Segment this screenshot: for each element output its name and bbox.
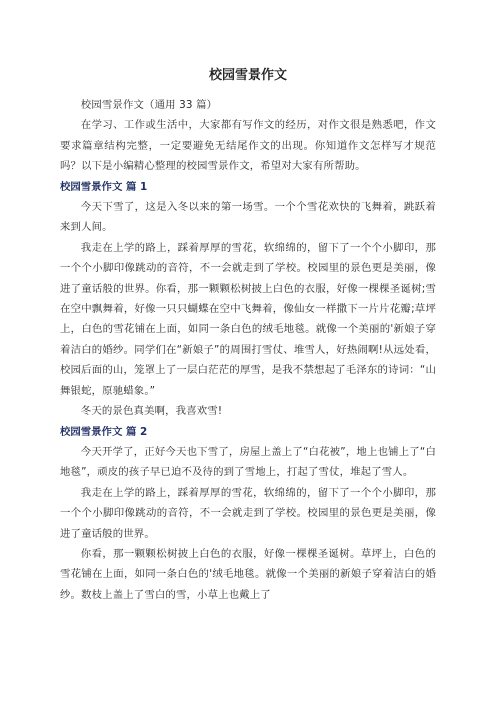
section-heading: 校园雪景作文 篇 2 — [60, 425, 148, 438]
intro-paragraph: 在学习、工作或生活中，大家都有写作文的经历，对作文很是熟悉吧，作文要求篇章结构完整，一定要避免无结尾作文的出现。你知道作文怎样写才规范吗？以下是小编精心整理的校园雪景作文，希望对大家有所帮助。 — [60, 119, 436, 173]
document-body — [60, 95, 436, 605]
document-title: 校园雪景作文 — [208, 68, 287, 83]
section-heading: 校园雪景作文 篇 1 — [60, 180, 148, 193]
intro-label: 校园雪景作文（通用 33 篇） — [80, 99, 218, 111]
section-paragraph: 今天开学了，正好今天也下雪了，房屋上盖上了“白花被”，地上也铺上了“白地毯”，顽皮的孩子早已迫不及待的到了雪地上，打起了雪仗，堆起了雪人。 — [60, 445, 436, 479]
section-paragraph: 你看，那一颗颗松树披上白色的衣服，好像一棵棵圣诞树。草坪上，白色的雪花铺在上面，如同一条白色的'绒毛地毯。就像一个美丽的新娘子穿着洁白的婚纱。数枝上盖上了雪白的雪，小草上也戴上了 — [60, 547, 436, 601]
section-paragraph: 我走在上学的路上，踩着厚厚的雪花，软绵绵的，留下了一个个小脚印，那一个个小脚印像跳动的音符，不一会就走到了学校。校园里的景色更是美丽，像进了童话般的世界。你看，那一颗颗松树披上白色的衣服，好像一棵棵圣诞树;雪在空中飘舞着，好像一只只蝴蝶在空中飞舞着，像仙女一样撒下一片片花瓣;草坪上，白色的雪花铺在上面，如同一条白色的绒毛地毯。就像一个美丽的'新娘子穿着洁白的婚纱。同学们在“新娘子”的周围打雪仗、堆雪人，好热闹啊!从远处看，校园后面的山，笼罩上了一层白茫茫的厚雪，是我不禁想起了毛泽东的诗词：“山舞银蛇，原驰蜡象。” — [60, 241, 436, 397]
section-paragraph: 我走在上学的路上，踩着厚厚的雪花，软绵绵的，留下了一个个小脚印，那一个个小脚印像跳动的音符，不一会就走到了学校。校园里的景色更是美丽，像进了童话般的世界。 — [60, 486, 436, 540]
essay-section-2 — [60, 422, 436, 606]
section-paragraph: 今天下雪了，这是入冬以来的第一场雪。一个个雪花欢快的飞舞着，跳跃着来到人间。 — [60, 201, 436, 234]
section-paragraph: 冬天的景色真美啊，我喜欢雪! — [80, 405, 223, 418]
essay-section-1 — [60, 177, 436, 422]
